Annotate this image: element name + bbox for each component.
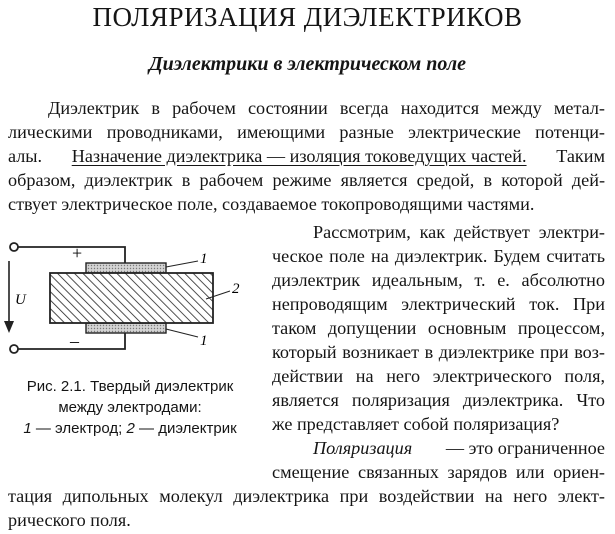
text-line: образом, диэлектрик в рабочем режиме является средой, в которой дей- [8,170,605,190]
caption-line: Рис. 2.1. Твердый диэлектрик [26,378,234,395]
text-line: лическими проводниками, имеющими разные электрические потенци- [8,122,605,142]
caption-legend: 1 — электрод; 2 — диэлектрик [23,420,237,437]
text-fragment: Таким [556,146,605,166]
defined-term: Поляризация [313,438,413,458]
text-line: тация дипольных молекул диэлектрика при воздействии на него элект- [8,486,605,506]
page-title: ПОЛЯРИЗАЦИЯ ДИЭЛЕКТРИКОВ [92,2,523,32]
text-line: Диэлектрик в рабочем состоянии всегда находится между метал- [48,98,605,118]
leader-line [166,261,198,267]
text-line-definition [313,436,605,460]
text-line: ствует электрическое поле, создаваемое токопроводящими частями. [8,194,535,214]
section-subtitle: Диэлектрики в электрическом поле [148,53,467,75]
electrode-top [86,263,166,273]
minus-sign: – [70,331,79,351]
terminal-bottom [10,345,18,353]
text-line: Рассмотрим, как действует электри- [313,222,605,242]
arrow-head-icon [4,321,14,333]
dielectric-slab [50,273,213,323]
text-line: рического поля. [8,510,131,530]
leader-line [166,329,198,337]
text-line: таком допущении основным процессом, [272,318,605,338]
text-line: действии на него электрического поля, [272,366,605,386]
terminal-top [10,243,18,251]
text-line-with-emphasis [8,144,605,168]
label-electrode-top: 1 [200,251,208,267]
label-electrode-bottom: 1 [200,333,208,349]
text-line: смещение связанных зарядов или ориен- [272,462,605,482]
text-fragment: — это ограниченное [445,438,605,458]
text-line: диэлектрик идеальным, т. е. абсолютно [272,270,605,290]
caption-line: между электродами: [58,399,202,416]
text-fragment: алы. [8,146,43,166]
voltage-label: U [15,292,26,308]
dielectric-diagram [0,225,260,365]
label-dielectric: 2 [232,281,240,297]
text-line: является поляризация диэлектрика. Что [272,390,605,410]
plus-sign: + [72,243,83,263]
underlined-statement: Назначение диэлектрика — изоляция токоведущих частей. [71,146,527,166]
figure-caption [0,376,260,439]
text-line: же представляет собой поляризация? [272,414,560,434]
text-line: ческое поле на диэлектрик. Будем считать [272,246,605,266]
electrode-bottom [86,323,166,333]
text-line: непроводящим электрический ток. При [272,294,605,314]
text-line: который возникает в диэлектрике при воз- [272,342,605,362]
